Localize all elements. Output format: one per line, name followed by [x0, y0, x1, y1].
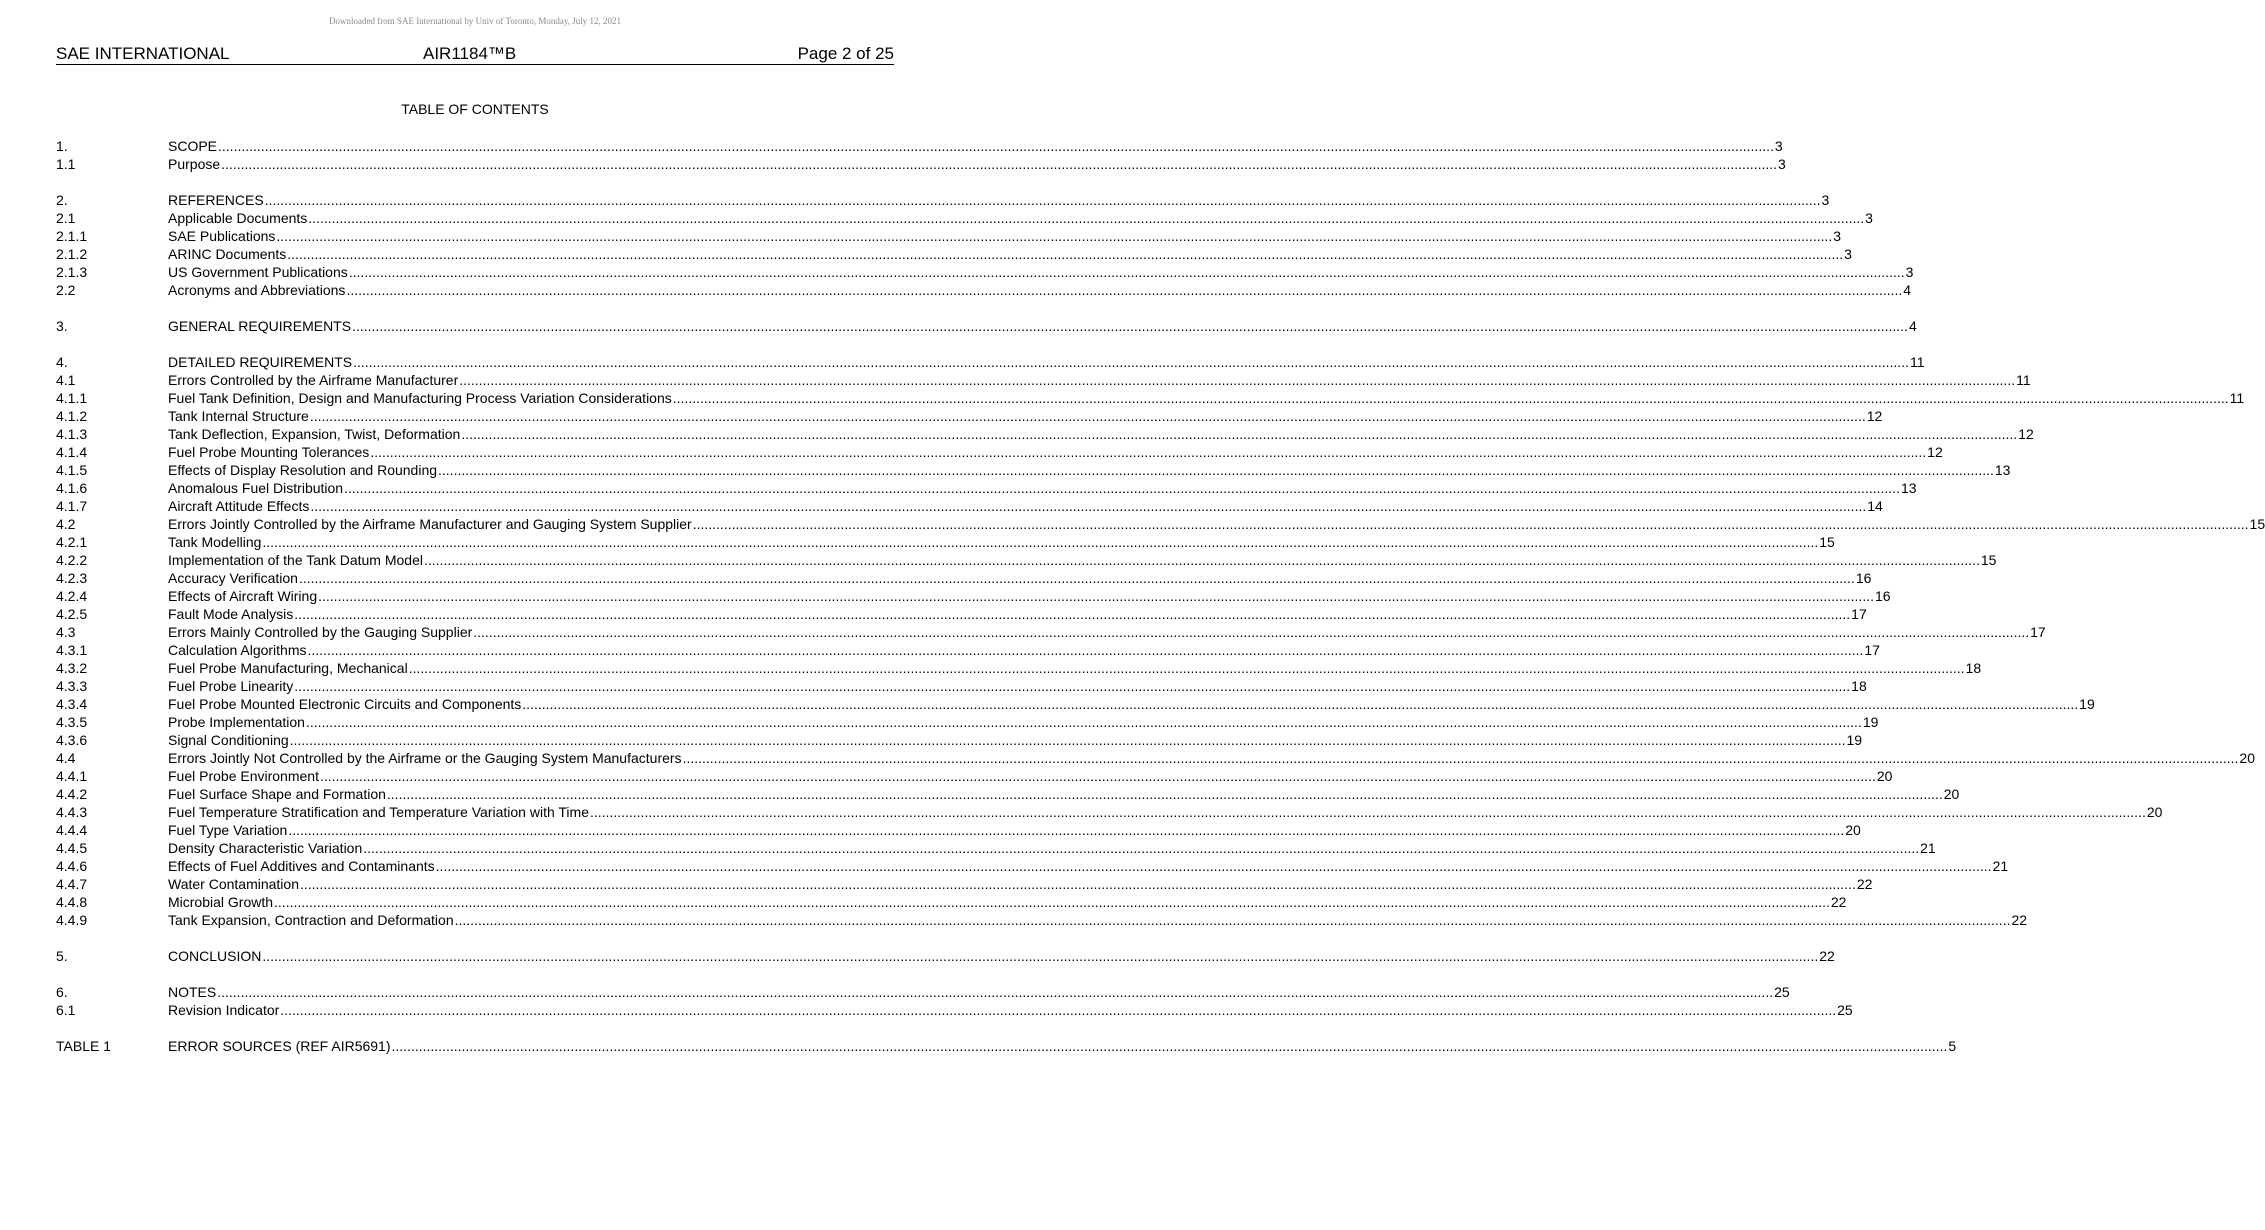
toc-entry-title[interactable]: Effects of Fuel Additives and Contaminants — [168, 858, 435, 874]
toc-dot-leader: ................................................................................................................................................................................................................................................................................................................................................................................................................ — [298, 570, 1855, 586]
toc-entry-line — [168, 443, 1943, 461]
toc-dot-leader: ................................................................................................................................................................................................................................................................................................................................................................................................................ — [346, 282, 1903, 298]
toc-entry-page[interactable]: 3 — [1844, 246, 1852, 262]
toc-entry-number: 4.4.4 — [56, 822, 88, 838]
toc-entry-number: 4.1.5 — [56, 462, 88, 478]
toc-entry-line — [168, 263, 1914, 281]
toc-entry-line — [168, 767, 1893, 785]
toc-entry-page[interactable]: 3 — [1821, 192, 1830, 208]
toc-dot-leader: ................................................................................................................................................................................................................................................................................................................................................................................................................ — [522, 696, 2079, 712]
toc-entry[interactable] — [56, 263, 1914, 281]
toc-entry[interactable] — [56, 731, 1863, 749]
toc-dot-leader: ................................................................................................................................................................................................................................................................................................................................................................................................................ — [289, 732, 1846, 748]
toc-spacer — [56, 173, 894, 191]
toc-entry-page[interactable]: 18 — [1965, 660, 1982, 676]
toc-entry[interactable] — [56, 533, 1835, 551]
toc-entry-title[interactable]: Density Characteristic Variation — [168, 840, 363, 856]
toc-entry[interactable] — [56, 695, 2095, 713]
toc-entry[interactable] — [56, 407, 1883, 425]
toc-entry[interactable] — [56, 587, 1891, 605]
toc-entry[interactable] — [56, 623, 2046, 641]
toc-entry[interactable] — [56, 1037, 1957, 1055]
toc-entry-title[interactable]: Tank Deflection, Expansion, Twist, Deformation — [168, 426, 461, 442]
toc-entry-line — [168, 245, 1852, 263]
toc-dot-leader: ................................................................................................................................................................................................................................................................................................................................................................................................................ — [318, 588, 1874, 604]
header-organization: SAE INTERNATIONAL — [56, 44, 230, 63]
toc-entry[interactable] — [56, 137, 1783, 155]
toc-entry-number: 4.3.2 — [56, 660, 88, 676]
toc-entry-number: 4.2.3 — [56, 570, 88, 586]
toc-entry-title[interactable]: Fuel Temperature Stratification and Temperature Variation with Time — [168, 804, 589, 820]
toc-entry[interactable] — [56, 605, 1867, 623]
toc-dot-leader: ................................................................................................................................................................................................................................................................................................................................................................................................................ — [589, 804, 2146, 820]
toc-entry-number: 1.1 — [56, 156, 76, 172]
toc-entry-page[interactable]: 22 — [1819, 948, 1835, 964]
toc-entry-page[interactable]: 22 — [1856, 876, 1873, 892]
toc-dot-leader: ................................................................................................................................................................................................................................................................................................................................................................................................................ — [386, 786, 1943, 802]
toc-entry-page[interactable]: 15 — [2249, 516, 2265, 532]
toc-entry-line — [168, 569, 1872, 587]
toc-entry-line — [168, 353, 1925, 371]
toc-spacer — [56, 299, 894, 317]
toc-entry-number: 4.4.9 — [56, 912, 88, 928]
toc-dot-leader: ................................................................................................................................................................................................................................................................................................................................................................................................................ — [309, 408, 1866, 424]
toc-dot-leader: ................................................................................................................................................................................................................................................................................................................................................................................................................ — [461, 426, 2018, 442]
toc-dot-leader: ................................................................................................................................................................................................................................................................................................................................................................................................................ — [672, 390, 2229, 406]
toc-heading: TABLE OF CONTENTS — [401, 101, 549, 117]
toc-entry-page[interactable]: 3 — [1905, 264, 1914, 280]
toc-entry[interactable] — [56, 1001, 1853, 1019]
toc-entry-number: 4.1 — [56, 372, 76, 388]
toc-entry-title[interactable]: Applicable Documents — [168, 210, 308, 226]
toc-entry-number: 2. — [56, 192, 68, 208]
toc-entry[interactable] — [56, 659, 1982, 677]
toc-entry-page[interactable]: 17 — [1864, 642, 1880, 658]
toc-entry-page[interactable]: 4 — [1908, 318, 1917, 334]
toc-entry-number: 4.2.1 — [56, 534, 88, 550]
toc-dot-leader: ................................................................................................................................................................................................................................................................................................................................................................................................................ — [221, 156, 1778, 172]
toc-entry-title[interactable]: Fuel Probe Mounted Electronic Circuits and Components — [168, 696, 522, 712]
toc-entry-line — [168, 623, 2046, 641]
toc-entry-number: 4.4.5 — [56, 840, 88, 856]
toc-dot-leader: ................................................................................................................................................................................................................................................................................................................................................................................................................ — [287, 246, 1844, 262]
toc-entry-title[interactable]: Errors Controlled by the Airframe Manufacturer — [168, 372, 459, 388]
toc-dot-leader: ................................................................................................................................................................................................................................................................................................................................................................................................................ — [391, 1038, 1948, 1054]
toc-entry-number: 4.3 — [56, 624, 76, 640]
toc-entry-page[interactable]: 15 — [1819, 534, 1835, 550]
toc-dot-leader: ................................................................................................................................................................................................................................................................................................................................................................................................................ — [438, 462, 1994, 478]
toc-entry-number: 4.1.3 — [56, 426, 88, 442]
toc-entry-title[interactable]: Fuel Probe Environment — [168, 768, 319, 784]
table-of-contents — [56, 137, 2265, 1055]
toc-entry-page[interactable]: 12 — [2018, 426, 2034, 442]
toc-entry-title[interactable]: Fuel Tank Definition, Design and Manufacturing Process Variation Considerations — [168, 390, 672, 406]
toc-entry[interactable] — [56, 497, 1883, 515]
toc-entry-line — [168, 209, 1873, 227]
toc-entry-number: 4.3.1 — [56, 642, 88, 658]
toc-entry-number: 4.3.5 — [56, 714, 88, 730]
toc-entry-number: 4.2 — [56, 516, 76, 532]
toc-entry-line — [168, 821, 1861, 839]
toc-entry[interactable] — [56, 461, 2011, 479]
toc-entry[interactable] — [56, 677, 1867, 695]
toc-entry[interactable] — [56, 371, 2031, 389]
toc-entry-line — [168, 155, 1786, 173]
toc-entry-number: 4.4.8 — [56, 894, 88, 910]
toc-entry-line — [168, 803, 2163, 821]
toc-entry-line — [168, 371, 2031, 389]
toc-entry-number: 4. — [56, 354, 68, 370]
toc-entry-title[interactable]: Accuracy Verification — [168, 570, 298, 586]
toc-dot-leader: ................................................................................................................................................................................................................................................................................................................................................................................................................ — [363, 840, 1920, 856]
toc-entry-title[interactable]: Tank Modelling — [168, 534, 262, 550]
toc-entry[interactable] — [56, 389, 2245, 407]
header-document-id: AIR1184™B — [423, 44, 517, 63]
toc-entry-number: 2.1.3 — [56, 264, 88, 280]
toc-entry-page[interactable]: 22 — [1830, 894, 1847, 910]
toc-dot-leader: ................................................................................................................................................................................................................................................................................................................................................................................................................ — [682, 750, 2239, 766]
toc-entry-line — [168, 461, 2011, 479]
toc-entry[interactable] — [56, 749, 2255, 767]
toc-entry-page[interactable]: 17 — [2030, 624, 2046, 640]
toc-entry-number: 4.3.4 — [56, 696, 88, 712]
toc-entry-line — [168, 1037, 1957, 1055]
toc-entry-title[interactable]: Errors Jointly Not Controlled by the Airframe or the Gauging System Manufacturers — [168, 750, 682, 766]
toc-dot-leader: ................................................................................................................................................................................................................................................................................................................................................................................................................ — [435, 858, 1992, 874]
toc-entry-page[interactable]: 15 — [1980, 552, 1997, 568]
toc-dot-leader: ................................................................................................................................................................................................................................................................................................................................................................................................................ — [307, 642, 1864, 658]
toc-entry-title[interactable]: Implementation of the Tank Datum Model — [168, 552, 423, 568]
toc-entry-title[interactable]: Effects of Display Resolution and Rounding — [168, 462, 438, 478]
toc-entry-number: 2.1.2 — [56, 246, 88, 262]
toc-entry[interactable] — [56, 911, 2028, 929]
toc-entry-title[interactable]: Tank Expansion, Contraction and Deformation — [168, 912, 454, 928]
toc-entry-number: 2.1 — [56, 210, 76, 226]
toc-entry-number: 4.4.2 — [56, 786, 88, 802]
toc-entry-number: 4.1.1 — [56, 390, 88, 406]
toc-entry-title[interactable]: ERROR SOURCES (REF AIR5691) — [168, 1038, 391, 1054]
toc-spacer — [56, 965, 894, 983]
toc-dot-leader: ................................................................................................................................................................................................................................................................................................................................................................................................................ — [218, 138, 1774, 154]
download-watermark: Downloaded from SAE International by Univ of Toronto, Monday, July 12, 2021 — [328, 16, 622, 26]
toc-entry-page[interactable]: 16 — [1874, 588, 1891, 604]
toc-dot-leader: ................................................................................................................................................................................................................................................................................................................................................................................................................ — [408, 660, 1965, 676]
toc-entry-line — [168, 425, 2034, 443]
toc-entry-page[interactable]: 11 — [2229, 390, 2245, 406]
toc-entry-title[interactable]: Errors Jointly Controlled by the Airframe Manufacturer and Gauging System Supplier — [168, 516, 692, 532]
toc-spacer — [56, 335, 894, 353]
toc-dot-leader: ................................................................................................................................................................................................................................................................................................................................................................................................................ — [353, 354, 1909, 370]
toc-entry-page[interactable]: 12 — [1927, 444, 1943, 460]
toc-entry-title[interactable]: SCOPE — [168, 138, 218, 154]
toc-entry-title[interactable]: Microbial Growth — [168, 894, 274, 910]
toc-entry-number: 4.1.7 — [56, 498, 88, 514]
toc-entry[interactable] — [56, 155, 1786, 173]
toc-entry[interactable] — [56, 641, 1880, 659]
toc-entry-page[interactable]: 20 — [2146, 804, 2163, 820]
toc-entry-page[interactable]: 20 — [1876, 768, 1893, 784]
toc-entry-page[interactable]: 3 — [1778, 156, 1786, 172]
toc-entry-number: 3. — [56, 318, 68, 334]
toc-entry[interactable] — [56, 785, 1960, 803]
toc-entry-line — [168, 515, 2265, 533]
toc-dot-leader: ................................................................................................................................................................................................................................................................................................................................................................................................................ — [294, 606, 1851, 622]
toc-dot-leader: ................................................................................................................................................................................................................................................................................................................................................................................................................ — [294, 678, 1851, 694]
toc-entry-page[interactable]: 13 — [1900, 480, 1917, 496]
toc-entry-page[interactable]: 22 — [2011, 912, 2028, 928]
toc-entry-number: 4.1.6 — [56, 480, 88, 496]
toc-entry-number: 4.2.5 — [56, 606, 88, 622]
toc-entry[interactable] — [56, 857, 2009, 875]
toc-entry-title[interactable]: Effects of Aircraft Wiring — [168, 588, 318, 604]
toc-entry-page[interactable]: 3 — [1774, 138, 1783, 154]
toc-entry-number: 4.4 — [56, 750, 76, 766]
toc-entry-line — [168, 893, 1847, 911]
page-header — [56, 44, 894, 65]
toc-entry-title[interactable]: Purpose — [168, 156, 221, 172]
toc-entry-number: 4.2.4 — [56, 588, 88, 604]
toc-dot-leader: ................................................................................................................................................................................................................................................................................................................................................................................................................ — [692, 516, 2249, 532]
toc-entry-line — [168, 137, 1783, 155]
toc-entry[interactable] — [56, 569, 1872, 587]
toc-entry-title[interactable]: Fault Mode Analysis — [168, 606, 294, 622]
toc-dot-leader: ................................................................................................................................................................................................................................................................................................................................................................................................................ — [262, 534, 1819, 550]
toc-entry-title[interactable]: Fuel Surface Shape and Formation — [168, 786, 386, 802]
toc-entry-page[interactable]: 17 — [1851, 606, 1867, 622]
toc-dot-leader: ................................................................................................................................................................................................................................................................................................................................................................................................................ — [352, 318, 1908, 334]
toc-entry-number: 4.3.6 — [56, 732, 88, 748]
toc-entry-page[interactable]: 20 — [2239, 750, 2255, 766]
toc-dot-leader: ................................................................................................................................................................................................................................................................................................................................................................................................................ — [370, 444, 1927, 460]
toc-dot-leader: ................................................................................................................................................................................................................................................................................................................................................................................................................ — [288, 822, 1845, 838]
toc-entry-title[interactable]: US Government Publications — [168, 264, 348, 280]
toc-dot-leader: ................................................................................................................................................................................................................................................................................................................................................................................................................ — [319, 768, 1876, 784]
toc-dot-leader: ................................................................................................................................................................................................................................................................................................................................................................................................................ — [454, 912, 2011, 928]
toc-entry[interactable] — [56, 713, 1879, 731]
toc-entry-line — [168, 281, 1912, 299]
toc-entry-title[interactable]: ARINC Documents — [168, 246, 287, 262]
toc-entry[interactable] — [56, 767, 1893, 785]
toc-entry-line — [168, 857, 2009, 875]
toc-entry-title[interactable]: Water Contamination — [168, 876, 299, 892]
toc-entry-line — [168, 875, 1873, 893]
toc-entry[interactable] — [56, 821, 1861, 839]
toc-entry-line — [168, 551, 1997, 569]
toc-entry-page[interactable]: 25 — [1837, 1002, 1853, 1018]
toc-spacer — [56, 929, 894, 947]
toc-dot-leader: ................................................................................................................................................................................................................................................................................................................................................................................................................ — [305, 714, 1862, 730]
toc-entry-number: 4.4.6 — [56, 858, 88, 874]
toc-entry-page[interactable]: 16 — [1855, 570, 1872, 586]
toc-entry-number: 4.3.3 — [56, 678, 88, 694]
toc-entry-line — [168, 533, 1835, 551]
toc-entry-page[interactable]: 20 — [1845, 822, 1861, 838]
toc-entry-title[interactable]: Errors Mainly Controlled by the Gauging Supplier — [168, 624, 473, 640]
toc-entry-line — [168, 605, 1867, 623]
toc-entry-number: 4.4.1 — [56, 768, 88, 784]
toc-entry-line — [168, 497, 1883, 515]
toc-entry[interactable] — [56, 245, 1852, 263]
toc-entry-page[interactable]: 20 — [1943, 786, 1960, 802]
toc-entry-title[interactable]: Revision Indicator — [168, 1002, 280, 1018]
toc-entry-title[interactable]: Tank Internal Structure — [168, 408, 309, 424]
toc-entry-title[interactable]: Fuel Probe Mounting Tolerances — [168, 444, 370, 460]
toc-entry-number: 4.4.7 — [56, 876, 88, 892]
toc-entry-title[interactable]: Probe Implementation — [168, 714, 305, 730]
toc-entry[interactable] — [56, 875, 1873, 893]
toc-entry-title[interactable]: Anomalous Fuel Distribution — [168, 480, 344, 496]
toc-entry[interactable] — [56, 983, 1790, 1001]
toc-entry-page[interactable]: 12 — [1866, 408, 1883, 424]
toc-dot-leader: ................................................................................................................................................................................................................................................................................................................................................................................................................ — [274, 894, 1830, 910]
toc-entry-title[interactable]: Calculation Algorithms — [168, 642, 307, 658]
toc-entry-page[interactable]: 21 — [1992, 858, 2009, 874]
toc-entry-title[interactable]: Fuel Probe Linearity — [168, 678, 294, 694]
toc-entry-title[interactable]: SAE Publications — [168, 228, 276, 244]
toc-entry-line — [168, 641, 1880, 659]
toc-entry-title[interactable]: REFERENCES — [168, 192, 264, 208]
toc-entry-number: 4.1.4 — [56, 444, 88, 460]
toc-entry-title[interactable]: Fuel Probe Manufacturing, Mechanical — [168, 660, 408, 676]
toc-entry-number: 2.2 — [56, 282, 76, 298]
toc-entry-page[interactable]: 3 — [1833, 228, 1842, 244]
toc-entry-page[interactable]: 25 — [1774, 984, 1790, 1000]
toc-entry-page[interactable]: 13 — [1994, 462, 2011, 478]
toc-entry-page[interactable]: 19 — [1862, 714, 1879, 730]
toc-dot-leader: ................................................................................................................................................................................................................................................................................................................................................................................................................ — [348, 264, 1905, 280]
toc-entry-number: TABLE 1 — [56, 1038, 111, 1054]
toc-entry-line — [168, 749, 2255, 767]
header-page-number: Page 2 of 25 — [797, 44, 894, 63]
toc-entry-line — [168, 731, 1863, 749]
toc-dot-leader: ................................................................................................................................................................................................................................................................................................................................................................................................................ — [217, 984, 1774, 1000]
toc-entry-line — [168, 317, 1917, 335]
toc-entry-title[interactable]: GENERAL REQUIREMENTS — [168, 318, 352, 334]
toc-entry-line — [168, 407, 1883, 425]
toc-entry-number: 6. — [56, 984, 68, 1000]
toc-entry-page[interactable]: 5 — [1948, 1038, 1957, 1054]
toc-entry-number: 4.4.3 — [56, 804, 88, 820]
toc-entry-line — [168, 227, 1842, 245]
toc-entry[interactable] — [56, 317, 1917, 335]
toc-entry-line — [168, 479, 1917, 497]
toc-entry-page[interactable]: 18 — [1851, 678, 1867, 694]
toc-entry[interactable] — [56, 479, 1917, 497]
toc-entry[interactable] — [56, 227, 1842, 245]
toc-entry-title[interactable]: Fuel Type Variation — [168, 822, 288, 838]
toc-entry-line — [168, 191, 1830, 209]
toc-entry-title[interactable]: Acronyms and Abbreviations — [168, 282, 346, 298]
toc-entry-title[interactable]: Aircraft Attitude Effects — [168, 498, 310, 514]
toc-dot-leader: ................................................................................................................................................................................................................................................................................................................................................................................................................ — [264, 192, 1821, 208]
toc-spacer — [56, 1019, 894, 1037]
toc-entry-title[interactable]: Signal Conditioning — [168, 732, 289, 748]
toc-entry-line — [168, 785, 1960, 803]
toc-dot-leader: ................................................................................................................................................................................................................................................................................................................................................................................................................ — [344, 480, 1900, 496]
toc-entry[interactable] — [56, 803, 2163, 821]
toc-entry-page[interactable]: 11 — [2016, 372, 2031, 388]
toc-entry-page[interactable]: 3 — [1865, 210, 1873, 226]
toc-entry-line — [168, 983, 1790, 1001]
toc-entry-line — [168, 695, 2095, 713]
toc-entry[interactable] — [56, 191, 1830, 209]
toc-entry-line — [168, 659, 1982, 677]
toc-entry-line — [168, 947, 1835, 965]
toc-dot-leader: ................................................................................................................................................................................................................................................................................................................................................................................................................ — [276, 228, 1833, 244]
toc-entry[interactable] — [56, 425, 2034, 443]
toc-dot-leader: ................................................................................................................................................................................................................................................................................................................................................................................................................ — [424, 552, 1980, 568]
toc-entry-line — [168, 389, 2245, 407]
toc-dot-leader: ................................................................................................................................................................................................................................................................................................................................................................................................................ — [280, 1002, 1837, 1018]
toc-entry[interactable] — [56, 947, 1835, 965]
toc-dot-leader: ................................................................................................................................................................................................................................................................................................................................................................................................................ — [459, 372, 2016, 388]
toc-entry[interactable] — [56, 209, 1873, 227]
toc-entry-line — [168, 713, 1879, 731]
toc-entry[interactable] — [56, 515, 2265, 533]
toc-entry-line — [168, 677, 1867, 695]
toc-entry-number: 4.2.2 — [56, 552, 88, 568]
toc-dot-leader: ................................................................................................................................................................................................................................................................................................................................................................................................................ — [308, 210, 1865, 226]
toc-entry-line — [168, 911, 2028, 929]
toc-entry-number: 6.1 — [56, 1002, 76, 1018]
toc-dot-leader: ................................................................................................................................................................................................................................................................................................................................................................................................................ — [310, 498, 1867, 514]
toc-dot-leader: ................................................................................................................................................................................................................................................................................................................................................................................................................ — [473, 624, 2030, 640]
toc-entry-page[interactable]: 21 — [1920, 840, 1936, 856]
toc-entry[interactable] — [56, 839, 1936, 857]
toc-entry-title[interactable]: DETAILED REQUIREMENTS — [168, 354, 353, 370]
toc-entry[interactable] — [56, 551, 1997, 569]
toc-dot-leader: ................................................................................................................................................................................................................................................................................................................................................................................................................ — [262, 948, 1819, 964]
toc-entry-page[interactable]: 4 — [1903, 282, 1912, 298]
toc-entry-page[interactable]: 19 — [2079, 696, 2095, 712]
toc-entry-number: 2.1.1 — [56, 228, 88, 244]
toc-entry-page[interactable]: 14 — [1867, 498, 1883, 514]
toc-entry[interactable] — [56, 281, 1912, 299]
toc-entry-number: 1. — [56, 138, 68, 154]
toc-entry-line — [168, 587, 1891, 605]
toc-entry-line — [168, 1001, 1853, 1019]
toc-entry-line — [168, 839, 1936, 857]
toc-entry[interactable] — [56, 353, 1925, 371]
toc-entry-page[interactable]: 11 — [1909, 354, 1925, 370]
toc-entry-title[interactable]: CONCLUSION — [168, 948, 262, 964]
toc-dot-leader: ................................................................................................................................................................................................................................................................................................................................................................................................................ — [299, 876, 1856, 892]
toc-entry-page[interactable]: 19 — [1846, 732, 1863, 748]
toc-entry-title[interactable]: NOTES — [168, 984, 217, 1000]
toc-entry[interactable] — [56, 893, 1847, 911]
toc-entry[interactable] — [56, 443, 1943, 461]
toc-entry-number: 4.1.2 — [56, 408, 88, 424]
toc-entry-number: 5. — [56, 948, 68, 964]
